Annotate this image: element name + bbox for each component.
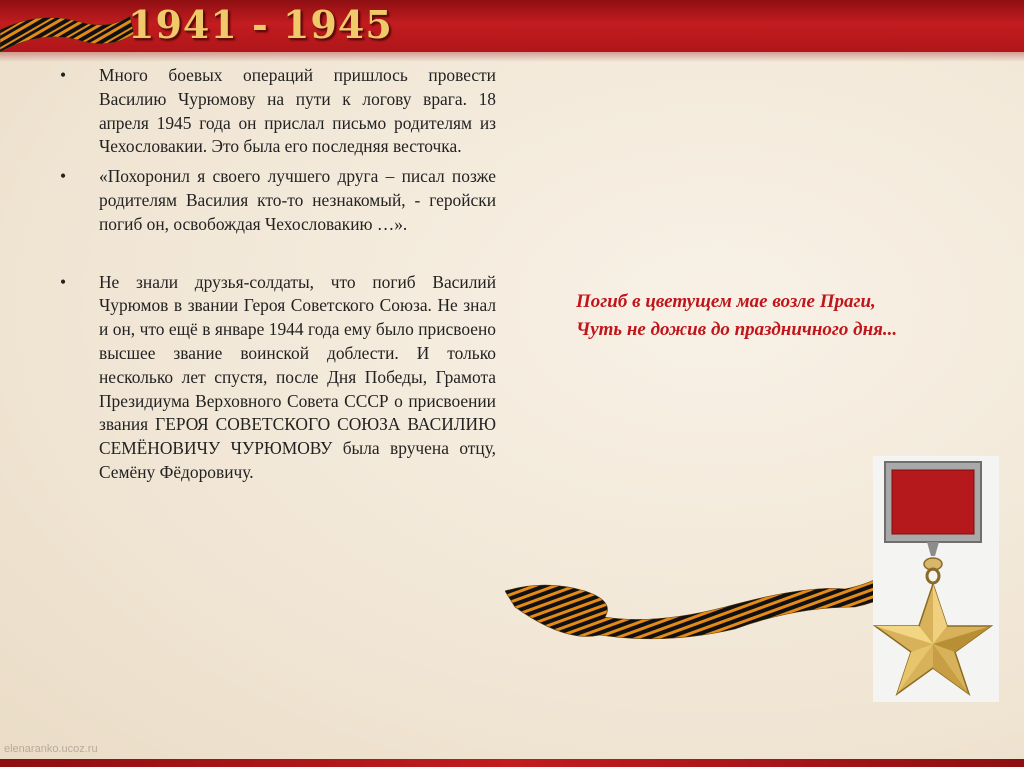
poem-line-2: Чуть не дожив до праздничного дня...: [576, 319, 898, 340]
bottom-banner: [0, 759, 1024, 767]
text-column: [60, 64, 496, 485]
bullet: •: [60, 166, 67, 187]
gold-star-medal-icon: [873, 456, 999, 702]
poem-line-1: Погиб в цветущем мае возле Праги,: [576, 291, 876, 312]
paragraph-1: [60, 64, 496, 159]
bullet: •: [60, 271, 67, 292]
paragraph-text: Много боевых операций пришлось провести Василию Чурюмову на пути к логову врага. 18 апреля 1945 года он прислал письмо родителям из Чехословакии. Это была его последняя весточка.: [99, 65, 496, 157]
banner-shadow: [0, 52, 1024, 62]
st-george-ribbon-icon: [505, 545, 925, 655]
poem-quote: [576, 288, 1016, 344]
bullet: •: [60, 65, 67, 85]
paragraph-text: Не знали друзья-солдаты, что погиб Василий Чурюмов в звании Героя Советского Союза. Не знал и он, что ещё в январе 1944 года ему было присвоено высшее звание воинской доблести. И только несколько лет спустя, после Дня Победы, Грамота Президиума Верховного Совета СССР о присвоении звания ГЕРОЯ СОВЕТСКОГО СОЮЗА ВАСИЛИЮ СЕМЁНОВИЧУ ЧУРЮМОВУ была вручена отцу, Семёну Фёдоровичу.: [99, 271, 496, 482]
source-watermark: elenaranko.ucoz.ru: [4, 743, 98, 755]
paragraph-2: [60, 165, 496, 236]
years-title: 1941 - 1945: [128, 2, 393, 47]
paragraph-3: [60, 271, 496, 485]
paragraph-text: «Похоронил я своего лучшего друга – писал позже родителям Василия кто-то незнакомый, - геройски погиб он, освобождая Чехословакию …».: [99, 166, 496, 234]
